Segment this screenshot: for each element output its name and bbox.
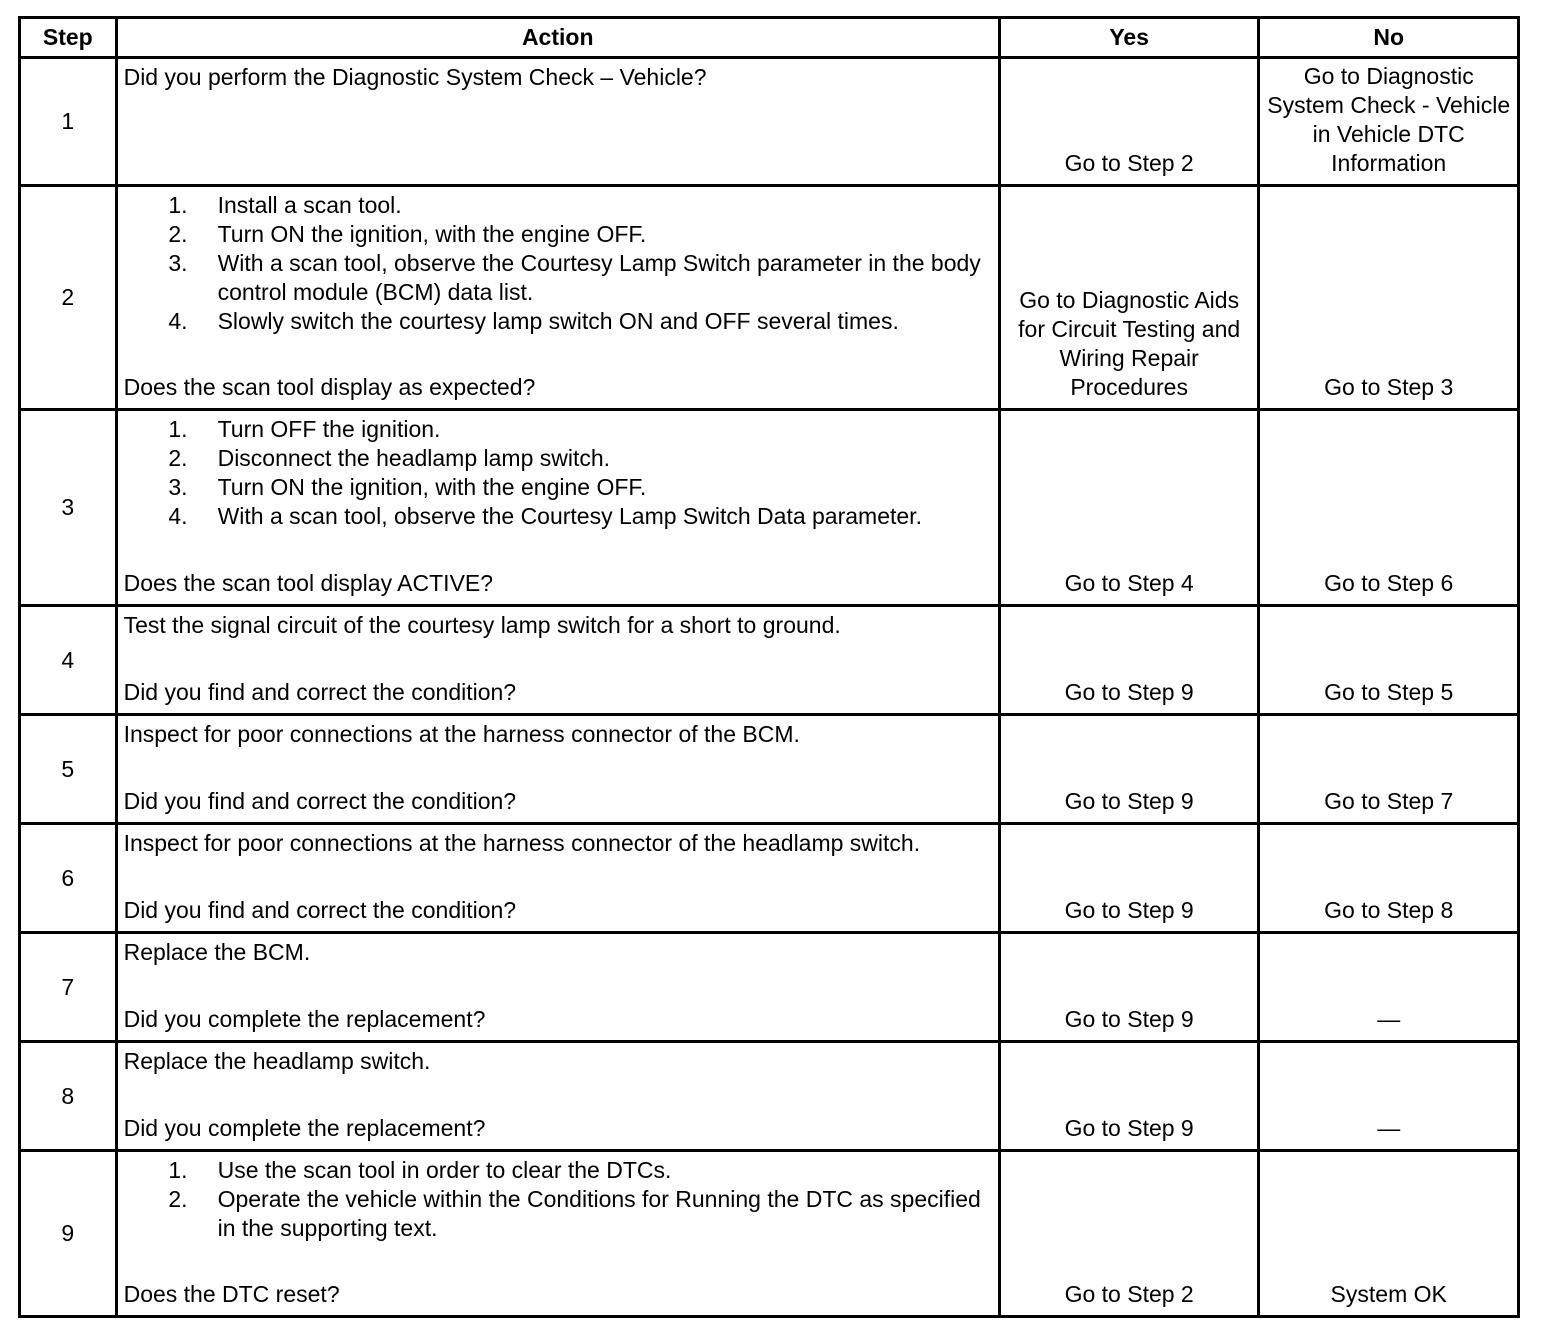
- yes-result: Go to Step 2: [999, 1151, 1259, 1317]
- action-cell: [116, 1042, 999, 1151]
- action-question: Does the scan tool display as expected?: [123, 374, 536, 400]
- action-question: Did you find and correct the condition?: [123, 679, 517, 705]
- action-steps: [118, 1152, 998, 1243]
- list-item: 4. Slowly switch the courtesy lamp switch ON and OFF several times.: [168, 308, 899, 334]
- table-row: [20, 1151, 1519, 1317]
- action-question: Does the DTC reset?: [123, 1281, 340, 1307]
- action-text: Inspect for poor connections at the harness connector of the BCM.: [123, 721, 800, 747]
- yes-result: Go to Step 9: [999, 606, 1259, 715]
- action-text: Replace the headlamp switch.: [123, 1048, 431, 1074]
- action-question: Did you find and correct the condition?: [123, 897, 517, 923]
- header-row: [20, 18, 1519, 58]
- table-row: [20, 606, 1519, 715]
- step-number: 8: [20, 1042, 117, 1151]
- action-text: Inspect for poor connections at the harness connector of the headlamp switch.: [123, 830, 921, 856]
- yes-result: Go to Diagnostic Aids for Circuit Testing and Wiring Repair Procedures: [999, 186, 1259, 410]
- header-yes: Yes: [999, 18, 1259, 58]
- no-result: Go to Step 6: [1259, 410, 1519, 606]
- action-text: Test the signal circuit of the courtesy lamp switch for a short to ground.: [123, 612, 841, 638]
- no-result: —: [1259, 1042, 1519, 1151]
- no-result: System OK: [1259, 1151, 1519, 1317]
- action-question: Does the scan tool display ACTIVE?: [123, 570, 494, 596]
- action-cell: [116, 824, 999, 933]
- action-question: Did you find and correct the condition?: [123, 788, 517, 814]
- table-row: [20, 824, 1519, 933]
- step-number: 2: [20, 186, 117, 410]
- yes-result: Go to Step 2: [999, 58, 1259, 186]
- list-item: 1. Turn OFF the ignition.: [168, 416, 441, 442]
- list-item: 2. Disconnect the headlamp lamp switch.: [168, 445, 611, 471]
- no-result: Go to Step 3: [1259, 186, 1519, 410]
- list-item: 1. Use the scan tool in order to clear the DTCs.: [168, 1157, 672, 1183]
- action-text: Did you perform the Diagnostic System Check – Vehicle?: [123, 64, 707, 90]
- action-cell: [116, 410, 999, 606]
- table-row: [20, 933, 1519, 1042]
- yes-result: Go to Step 9: [999, 933, 1259, 1042]
- step-number: 5: [20, 715, 117, 824]
- table-row: [20, 186, 1519, 410]
- list-item: 1. Install a scan tool.: [168, 192, 402, 218]
- step-number: 4: [20, 606, 117, 715]
- action-cell: [116, 186, 999, 410]
- yes-result: Go to Step 9: [999, 715, 1259, 824]
- action-cell: [116, 933, 999, 1042]
- action-question: Did you complete the replacement?: [123, 1006, 486, 1032]
- diagnostic-table: [18, 16, 1520, 1318]
- list-item: 3. With a scan tool, observe the Courtesy Lamp Switch parameter in the body control module (BCM) data list.: [168, 250, 981, 305]
- list-item: 4. With a scan tool, observe the Courtesy Lamp Switch Data parameter.: [168, 503, 922, 529]
- no-result: —: [1259, 933, 1519, 1042]
- step-number: 3: [20, 410, 117, 606]
- list-item: 2. Turn ON the ignition, with the engine OFF.: [168, 221, 647, 247]
- header-action: Action: [116, 18, 999, 58]
- no-result: Go to Step 5: [1259, 606, 1519, 715]
- table-row: [20, 410, 1519, 606]
- step-number: 9: [20, 1151, 117, 1317]
- list-item: 3. Turn ON the ignition, with the engine OFF.: [168, 474, 647, 500]
- step-number: 1: [20, 58, 117, 186]
- no-result: Go to Diagnostic System Check - Vehicle in Vehicle DTC Information: [1259, 58, 1519, 186]
- action-cell: [116, 606, 999, 715]
- list-item: 2. Operate the vehicle within the Conditions for Running the DTC as specified in the supporting text.: [168, 1186, 981, 1241]
- table-row: [20, 1042, 1519, 1151]
- action-cell: [116, 715, 999, 824]
- step-number: 7: [20, 933, 117, 1042]
- action-steps: [118, 187, 998, 336]
- yes-result: Go to Step 4: [999, 410, 1259, 606]
- action-steps: [118, 411, 998, 531]
- yes-result: Go to Step 9: [999, 824, 1259, 933]
- header-no: No: [1259, 18, 1519, 58]
- no-result: Go to Step 8: [1259, 824, 1519, 933]
- no-result: Go to Step 7: [1259, 715, 1519, 824]
- table-row: [20, 715, 1519, 824]
- action-cell: [116, 1151, 999, 1317]
- yes-result: Go to Step 9: [999, 1042, 1259, 1151]
- action-text: Replace the BCM.: [123, 939, 311, 965]
- action-question: Did you complete the replacement?: [123, 1115, 486, 1141]
- action-cell: [116, 58, 999, 186]
- table-row: [20, 58, 1519, 186]
- header-step: Step: [20, 18, 117, 58]
- step-number: 6: [20, 824, 117, 933]
